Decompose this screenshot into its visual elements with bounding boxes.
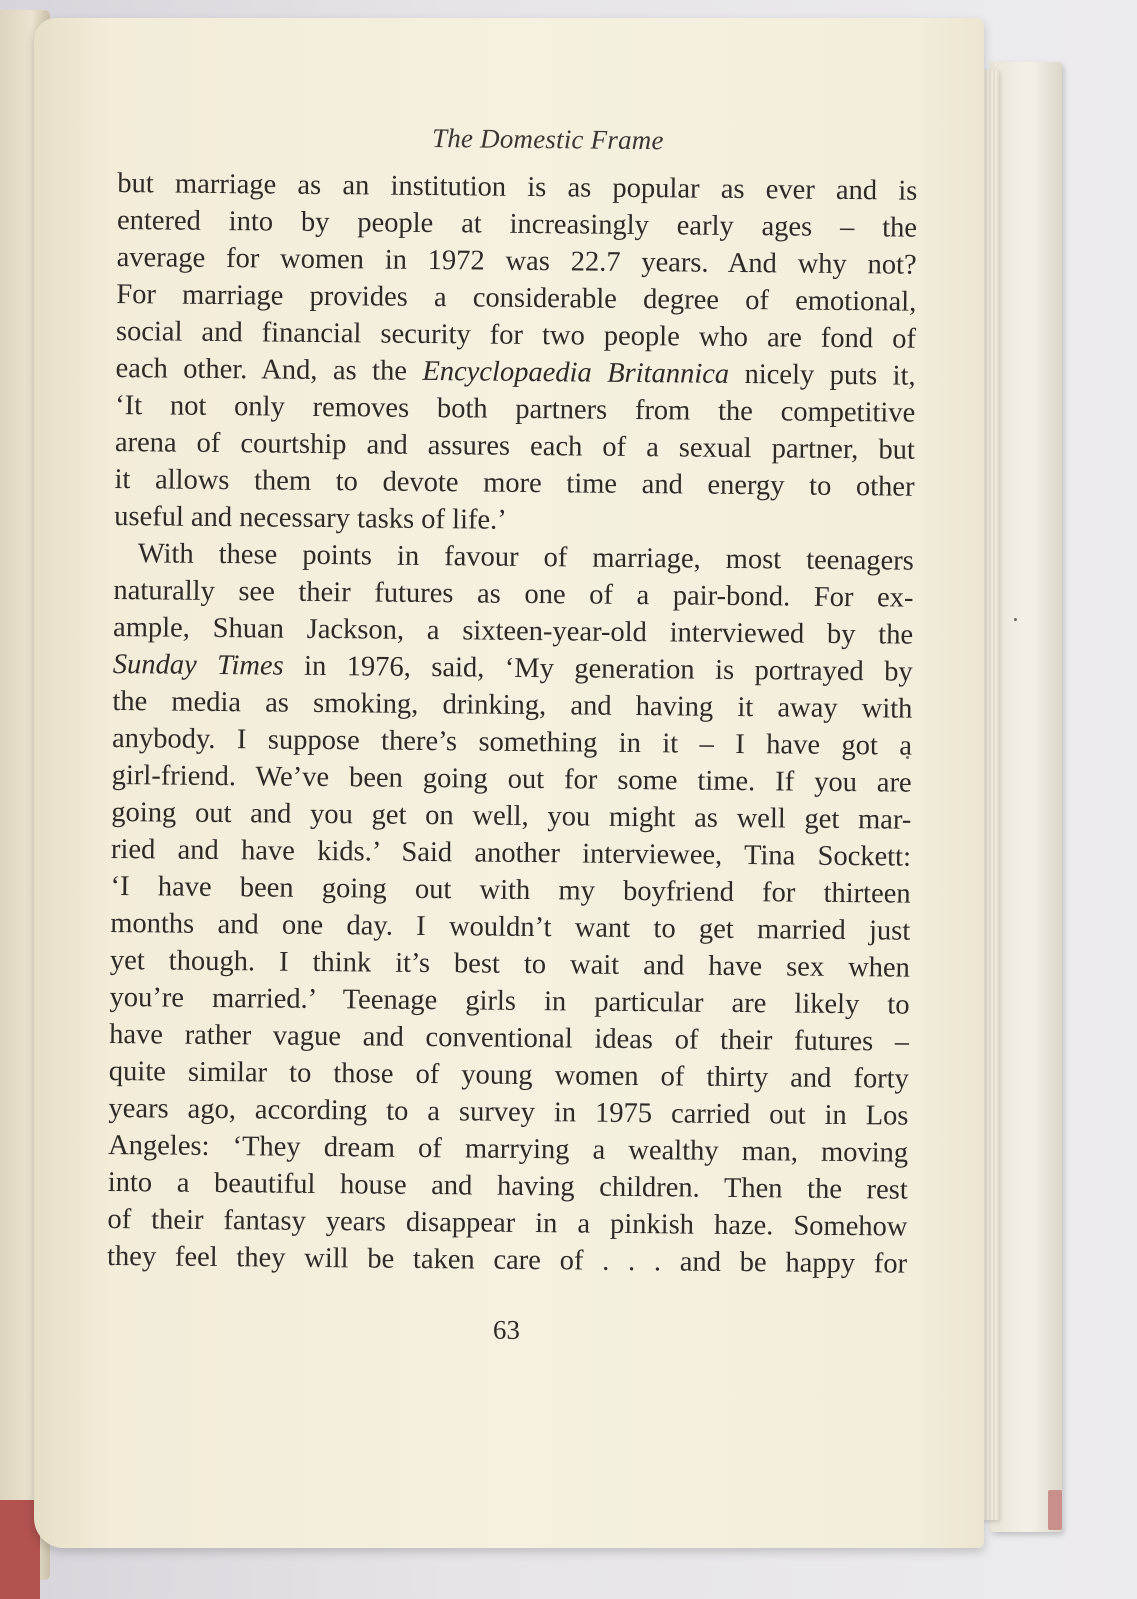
text-line: yet though. I think it’s best to wait and have sex when [109,944,911,984]
text-line: Sunday Times in 1976, said, ‘My generation is portrayed by [112,648,913,688]
text-line: entered into by people at increasingly early ages – the [116,204,918,244]
text-line: useful and necessary tasks of life.’ [114,500,507,536]
text-line: arena of courtship and assures each of a sexual partner, but [114,426,916,466]
text-line: average for women in 1972 was 22.7 years. And why not? [116,241,917,281]
page-number: 63 [492,1314,521,1345]
text-line: anybody. I suppose there’s something in it – I have got a [111,722,913,762]
text-line: ample, Shuan Jackson, a sixteen-year-old interviewed by the [112,611,914,651]
book-page [34,18,984,1548]
body-text [107,165,918,1283]
book-cover-edge [990,62,1062,1532]
text-line: social and financial security for two people who are fond of [115,315,917,355]
italic-title: Sunday Times [112,648,284,682]
text-line: into a beautiful house and having children. Then the rest [107,1166,908,1206]
text-line: but marriage as an institution is as popular as ever and is [117,167,918,207]
text-line: going out and you get on well, you might as well get mar- [111,796,912,836]
running-head: The Domestic Frame [431,123,664,156]
text-line: ‘It not only removes both partners from the competitive [115,389,916,429]
text-line: each other. And, as the Encyclopaedia Britannica nicely puts it, [115,352,916,392]
text-line: For marriage provides a considerable degree of emotional, [116,278,917,318]
text-line: girl-friend. We’ve been going out for some time. If you are [111,759,912,799]
text-line: naturally see their futures as one of a pair-bond. For ex- [113,574,914,614]
paper-speck [1014,618,1017,621]
text-line: the media as smoking, drinking, and having it away with [112,685,913,725]
italic-title: Encyclopaedia Britannica [422,355,730,390]
text-line: months and one day. I wouldn’t want to get married just [110,907,911,947]
text-line: With these points in favour of marriage, most teenagers [137,538,914,577]
text-line: it allows them to devote more time and energy to other [114,463,915,503]
cover-red-edge [1048,1490,1062,1530]
text-line: they feel they will be taken care of . . . and be happy for [106,1240,908,1280]
text-line: you’re married.’ Teenage girls in particular are likely to [109,981,910,1021]
text-line: ‘I have been going out with my boyfriend for thirteen [110,870,911,910]
text-line: quite similar to those of young women of thirty and forty [108,1055,909,1095]
text-line: of their fantasy years disappear in a pinkish haze. Somehow [107,1203,908,1243]
text-line: Angeles: ‘They dream of marrying a wealthy man, moving [108,1129,909,1169]
page-content [106,120,918,1350]
text-line: years ago, according to a survey in 1975 carried out in Los [108,1092,909,1132]
text-line: have rather vague and conventional ideas of their futures – [109,1018,910,1058]
text-line: ried and have kids.’ Said another interviewee, Tina Sockett: [110,833,912,873]
